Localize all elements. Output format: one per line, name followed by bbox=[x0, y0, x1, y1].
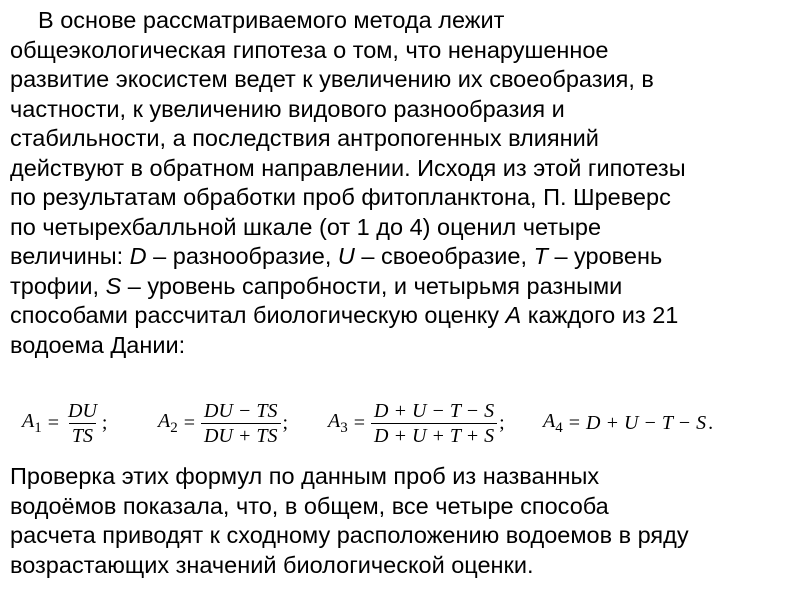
formula-subscript: 1 bbox=[34, 419, 42, 436]
equals-sign: = bbox=[183, 411, 195, 434]
formula-punctuation: . bbox=[708, 411, 714, 434]
formula-lhs bbox=[22, 410, 42, 437]
formula-a3 bbox=[328, 388, 505, 458]
variable-s: S bbox=[105, 272, 122, 299]
formula-expression: D + U − T − S bbox=[586, 411, 707, 434]
text-line: В основе рассматриваемого метода лежит bbox=[38, 7, 505, 33]
text-line: стабильности, а последствия антропогенных влияний bbox=[10, 125, 599, 151]
text-line: возрастающих значений биологической оценки. bbox=[10, 551, 534, 578]
text-fragment: – уровень bbox=[547, 243, 663, 269]
text-fragment: трофии, bbox=[10, 272, 106, 299]
text-fragment: – уровень сапробности, и четырьмя разными bbox=[121, 272, 623, 299]
fraction bbox=[201, 399, 281, 448]
text-line: по результатам обработки проб фитопланктона, П. Шреверс bbox=[10, 184, 671, 210]
formula-lhs bbox=[328, 410, 348, 437]
text-fragment: – разнообразие, bbox=[146, 243, 338, 269]
numerator: D + U − T − S bbox=[374, 399, 495, 422]
variable-t: T bbox=[533, 243, 548, 269]
fraction bbox=[65, 399, 100, 448]
text-fragment: – своеобразие, bbox=[354, 243, 534, 269]
text-line-variables bbox=[10, 242, 792, 272]
text-fragment: каждого из 21 bbox=[521, 302, 679, 328]
text-line: частности, к увеличению видового разнообразия и bbox=[10, 95, 565, 122]
text-line-variables bbox=[10, 301, 792, 331]
formula-lhs bbox=[158, 410, 178, 437]
formula-symbol: A bbox=[543, 409, 556, 432]
formula-a4 bbox=[543, 388, 713, 458]
formula-a2 bbox=[158, 388, 288, 458]
text-line: водоема Дании: bbox=[10, 331, 186, 358]
text-fragment: величины: bbox=[10, 243, 130, 269]
text-line: по четырехбалльной шкале (от 1 до 4) оценил четыре bbox=[10, 213, 602, 240]
text-line: развитие экосистем ведет к увеличению их своеобразия, в bbox=[10, 66, 654, 92]
text-fragment: способами рассчитал биологическую оценку bbox=[10, 302, 506, 328]
formula-subscript: 2 bbox=[170, 419, 178, 436]
formula-punctuation: ; bbox=[499, 411, 505, 434]
equals-sign: = bbox=[47, 411, 59, 434]
formula-subscript: 4 bbox=[555, 419, 563, 436]
denominator: TS bbox=[69, 423, 96, 448]
formula-row bbox=[0, 388, 800, 458]
formula-symbol: A bbox=[158, 409, 171, 432]
text-line: водоёмов показала, что, в общем, все четыре способа bbox=[10, 492, 609, 519]
formula-lhs bbox=[543, 410, 563, 437]
text-line: действуют в обратном направлении. Исходя из этой гипотезы bbox=[10, 154, 686, 181]
denominator: DU + TS bbox=[201, 423, 281, 448]
variable-a: A bbox=[505, 302, 522, 328]
formula-punctuation: ; bbox=[101, 411, 108, 434]
text-line: Проверка этих формул по данным проб из названных bbox=[10, 463, 600, 489]
variable-u: U bbox=[337, 243, 355, 269]
fraction bbox=[371, 399, 497, 448]
equals-sign: = bbox=[568, 411, 580, 434]
denominator: D + U + T + S bbox=[371, 423, 497, 448]
paragraph-conclusion bbox=[10, 462, 792, 580]
equals-sign: = bbox=[353, 411, 365, 434]
numerator: DU − TS bbox=[204, 399, 278, 422]
numerator: DU bbox=[68, 399, 97, 422]
formula-a1 bbox=[22, 388, 107, 458]
text-line: общеэкологическая гипотеза о том, что ненарушенное bbox=[10, 36, 609, 63]
text-line: расчета приводят к сходному расположению водоемов в ряду bbox=[10, 522, 689, 548]
formula-symbol: A bbox=[328, 409, 341, 432]
formula-punctuation: ; bbox=[282, 411, 289, 434]
formula-symbol: A bbox=[22, 409, 35, 432]
text-line-variables bbox=[10, 272, 792, 302]
paragraph-method-description bbox=[10, 6, 792, 360]
variable-d: D bbox=[129, 243, 147, 269]
formula-subscript: 3 bbox=[340, 419, 348, 436]
